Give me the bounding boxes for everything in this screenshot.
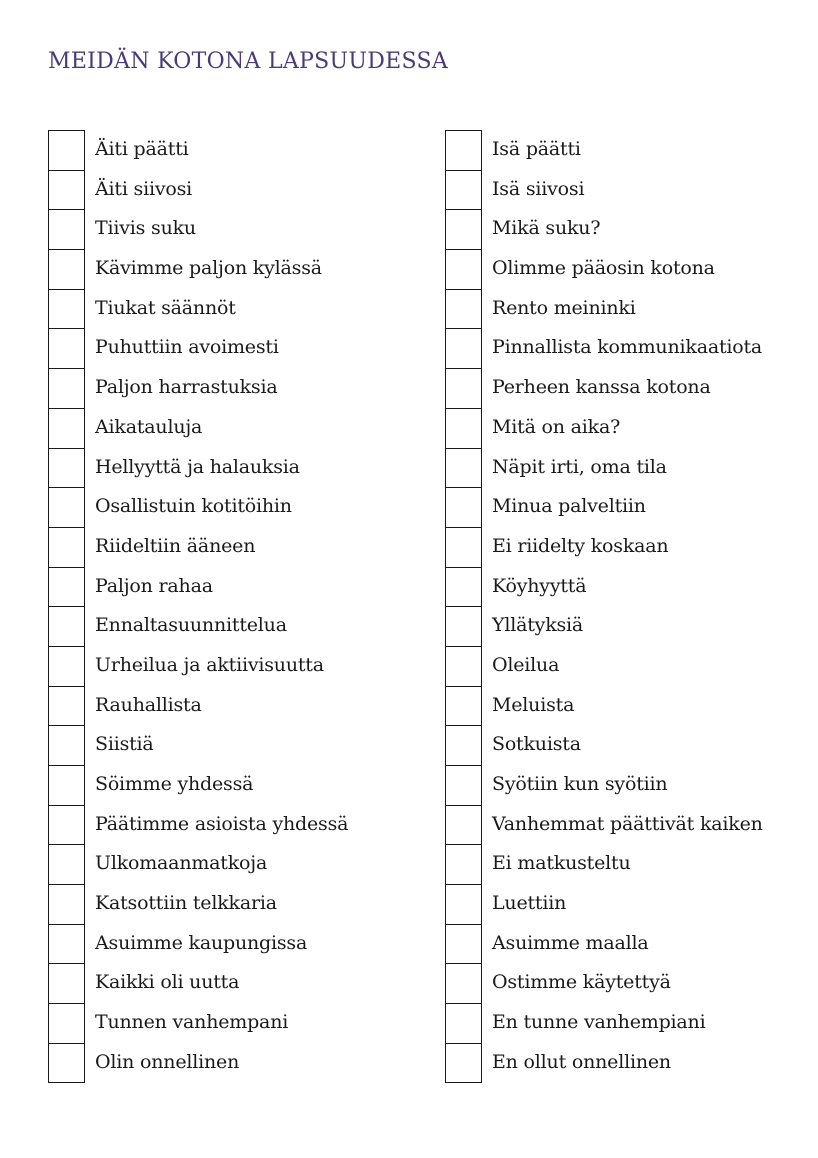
checkbox[interactable] (445, 606, 482, 646)
checkbox[interactable] (445, 765, 482, 805)
checklist-item-label: Kävimme paljon kylässä (95, 257, 322, 280)
checklist-item-label: Asuimme kaupungissa (95, 931, 308, 954)
checkbox[interactable] (445, 1043, 482, 1083)
checklist-item-label: Urheilua ja aktiivisuutta (95, 653, 324, 676)
checklist-item[interactable] (445, 249, 810, 289)
checklist-item[interactable] (48, 1003, 418, 1043)
checklist-item-label: Mikä suku? (492, 217, 601, 240)
checklist-item[interactable] (445, 844, 810, 884)
checklist-item-label: En tunne vanhempiani (492, 1011, 706, 1034)
checklist-item[interactable] (445, 170, 810, 210)
checklist-item-label: Puhuttiin avoimesti (95, 336, 279, 359)
checklist-item[interactable] (445, 686, 810, 726)
checkbox[interactable] (445, 170, 482, 210)
checkbox[interactable] (48, 606, 85, 646)
checkbox[interactable] (445, 963, 482, 1003)
checkbox[interactable] (445, 844, 482, 884)
checklist-item[interactable] (445, 805, 810, 845)
checklist-item-label: Äiti päätti (95, 138, 189, 160)
checkbox[interactable] (48, 130, 85, 170)
checklist-item[interactable] (48, 130, 418, 170)
checklist-item[interactable] (445, 765, 810, 805)
checkbox[interactable] (445, 924, 482, 964)
checklist-item-label: Meluista (492, 693, 575, 716)
checklist-item-label: Siistiä (95, 733, 154, 756)
checkbox[interactable] (48, 963, 85, 1003)
checklist-item[interactable] (48, 170, 418, 210)
checkbox[interactable] (445, 1003, 482, 1043)
checklist-item[interactable] (445, 963, 810, 1003)
checklist-item[interactable] (48, 328, 418, 368)
checkbox[interactable] (445, 289, 482, 329)
checklist-item[interactable] (48, 765, 418, 805)
checklist-item-label: Sotkuista (492, 733, 581, 756)
checklist-item[interactable] (48, 1043, 418, 1083)
checkbox[interactable] (48, 844, 85, 884)
checklist-item-label: Tunnen vanhempani (95, 1011, 289, 1034)
page-title: MEIDÄN KOTONA LAPSUUDESSA (48, 49, 449, 74)
checklist-item[interactable] (445, 924, 810, 964)
checkbox[interactable] (48, 1043, 85, 1083)
checklist-item[interactable] (48, 368, 418, 408)
checklist-item[interactable] (445, 606, 810, 646)
checklist-item[interactable] (48, 606, 418, 646)
checkbox[interactable] (445, 209, 482, 249)
checklist-item-label: Katsottiin telkkaria (95, 892, 277, 915)
checkbox[interactable] (48, 289, 85, 329)
checklist-item[interactable] (48, 884, 418, 924)
checklist-item[interactable] (48, 209, 418, 249)
checklist-item[interactable] (445, 408, 810, 448)
checklist-item-label: Mitä on aika? (492, 415, 621, 438)
checklist-item[interactable] (445, 884, 810, 924)
checkbox[interactable] (445, 249, 482, 289)
checklist-item[interactable] (445, 1003, 810, 1043)
checklist-item-label: Tiivis suku (95, 217, 196, 240)
checkbox[interactable] (445, 328, 482, 368)
checkbox[interactable] (48, 686, 85, 726)
checklist-item[interactable] (48, 527, 418, 567)
checkbox[interactable] (445, 646, 482, 686)
checkbox[interactable] (445, 408, 482, 448)
checklist-item-label: Paljon harrastuksia (95, 376, 278, 399)
checklist-item[interactable] (48, 249, 418, 289)
checklist-item-label: Ennaltasuunnittelua (95, 614, 287, 637)
checklist-item[interactable] (48, 408, 418, 448)
checklist-item-label: Rauhallista (95, 693, 202, 716)
checklist-item-label: Hellyyttä ja halauksia (95, 455, 300, 478)
checklist-item-label: Äiti siivosi (95, 177, 193, 200)
checkbox[interactable] (445, 487, 482, 527)
checkbox[interactable] (48, 209, 85, 249)
checklist-item-label: Ostimme käytettyä (492, 971, 671, 994)
checkbox[interactable] (445, 368, 482, 408)
checkbox[interactable] (48, 1003, 85, 1043)
checklist-item[interactable] (445, 725, 810, 765)
checklist-item-label: Näpit irti, oma tila (492, 455, 667, 478)
checklist-item[interactable] (445, 328, 810, 368)
checkbox[interactable] (48, 805, 85, 845)
checklist-item-label: Yllätyksiä (492, 614, 584, 637)
checklist-item-label: Luettiin (492, 892, 567, 915)
checklist-item[interactable] (48, 567, 418, 607)
checklist-item-label: Aikatauluja (95, 415, 203, 438)
checklist-item[interactable] (48, 805, 418, 845)
checkbox[interactable] (445, 884, 482, 924)
checkbox[interactable] (445, 725, 482, 765)
checklist-item-label: Kaikki oli uutta (95, 971, 240, 994)
checklist-item[interactable] (445, 487, 810, 527)
checklist-item[interactable] (48, 844, 418, 884)
checklist-right-column (445, 130, 810, 1083)
checklist-item-label: En ollut onnellinen (492, 1050, 671, 1073)
checklist-item-label: Tiukat säännöt (95, 296, 236, 319)
checklist-item-label: Riideltiin ääneen (95, 534, 256, 557)
checklist-item-label: Olin onnellinen (95, 1050, 240, 1073)
checkbox[interactable] (48, 924, 85, 964)
checklist-item-label: Osallistuin kotitöihin (95, 495, 292, 518)
checkbox[interactable] (445, 448, 482, 488)
checkbox[interactable] (48, 170, 85, 210)
checklist-item-label: Ulkomaanmatkoja (95, 852, 268, 875)
checklist-item-label: Syötiin kun syötiin (492, 773, 668, 795)
checklist-item-label: Isä päätti (492, 138, 581, 160)
checklist-item-label: Olimme pääosin kotona (492, 257, 715, 280)
checkbox[interactable] (48, 328, 85, 368)
checklist-item[interactable] (48, 924, 418, 964)
checklist-item-label: Vanhemmat päättivät kaiken (492, 812, 763, 835)
checkbox[interactable] (48, 249, 85, 289)
checkbox[interactable] (48, 527, 85, 567)
checkbox[interactable] (48, 408, 85, 448)
checklist-item[interactable] (445, 527, 810, 567)
checklist-item[interactable] (445, 1043, 810, 1083)
checklist-item[interactable] (445, 368, 810, 408)
checklist-item-label: Rento meininki (492, 296, 636, 319)
checkbox[interactable] (48, 765, 85, 805)
checklist-item-label: Paljon rahaa (95, 574, 213, 597)
checklist-item-label: Minua palveltiin (492, 495, 646, 518)
checklist-item[interactable] (445, 646, 810, 686)
checklist-item[interactable] (445, 209, 810, 249)
checklist-item-label: Köyhyyttä (492, 574, 587, 597)
checklist-item[interactable] (48, 487, 418, 527)
checkbox[interactable] (445, 130, 482, 170)
checkbox[interactable] (48, 368, 85, 408)
checklist-item-label: Pinnallista kommunikaatiota (492, 336, 763, 359)
checkbox[interactable] (48, 448, 85, 488)
checklist-item[interactable] (445, 448, 810, 488)
checkbox[interactable] (48, 646, 85, 686)
checkbox[interactable] (48, 884, 85, 924)
checklist-left-column (48, 130, 418, 1083)
checkbox[interactable] (445, 805, 482, 845)
checkbox[interactable] (48, 725, 85, 765)
checklist-item-label: Päätimme asioista yhdessä (95, 812, 349, 835)
checklist-item[interactable] (48, 646, 418, 686)
checklist-item-label: Söimme yhdessä (95, 773, 254, 795)
checklist-item-label: Oleilua (492, 653, 560, 676)
checklist-item[interactable] (48, 686, 418, 726)
checklist-item[interactable] (48, 448, 418, 488)
checklist-item[interactable] (445, 289, 810, 329)
checklist-item-label: Ei riidelty koskaan (492, 534, 669, 557)
checklist-item[interactable] (445, 130, 810, 170)
checklist-item[interactable] (48, 289, 418, 329)
checklist-item-label: Perheen kanssa kotona (492, 376, 711, 399)
checklist-item[interactable] (445, 567, 810, 607)
checklist-item-label: Isä siivosi (492, 177, 585, 200)
checklist-item[interactable] (48, 963, 418, 1003)
checkbox[interactable] (445, 527, 482, 567)
checkbox[interactable] (445, 567, 482, 607)
checklist-item-label: Asuimme maalla (492, 931, 649, 954)
checklist-item[interactable] (48, 725, 418, 765)
checklist-item-label: Ei matkusteltu (492, 852, 631, 875)
checkbox[interactable] (48, 567, 85, 607)
checkbox[interactable] (48, 487, 85, 527)
checkbox[interactable] (445, 686, 482, 726)
